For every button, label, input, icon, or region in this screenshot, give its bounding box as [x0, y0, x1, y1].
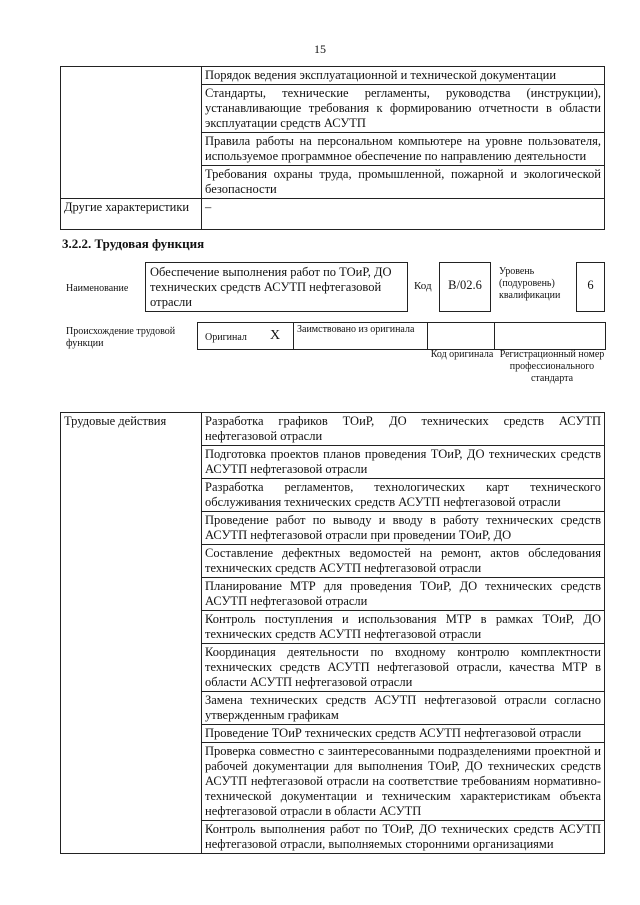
table-cell: Стандарты, технические регламенты, руководства (инструкции), устанавливающие требования к формированию отчетности в области эксплуатации средств АСУТП [202, 85, 605, 133]
action-item: Разработка регламентов, технологических карт технического обслуживания технических средств АСУТП нефтегазовой отрасли [202, 479, 605, 512]
original-label: Оригинал [205, 332, 247, 343]
section-title: 3.2.2. Трудовая функция [62, 236, 205, 251]
function-name-box: Обеспечение выполнения работ по ТОиР, ДО технических средств АСУТП нефтегазовой отрасли [145, 262, 408, 312]
page-number: 15 [314, 42, 326, 56]
actions-table [60, 412, 605, 854]
table-row [61, 199, 605, 230]
code-label: Код [414, 280, 432, 292]
table-label-cell [61, 67, 202, 199]
table-cell: Порядок ведения эксплуатационной и технической документации [202, 67, 605, 85]
action-item: Замена технических средств АСУТП нефтегазовой отрасли согласно утвержденным графикам [202, 692, 605, 725]
action-item: Подготовка проектов планов проведения ТОиР, ДО технических средств АСУТП нефтегазовой отрасли [202, 446, 605, 479]
table-row [61, 67, 605, 85]
reg-number-caption: Регистрационный номер профессионального стандарта [499, 349, 605, 384]
action-item: Проведение ТОиР технических средств АСУТП нефтегазовой отрасли [202, 725, 605, 743]
action-item: Проведение работ по выводу и вводу в работу технических средств АСУТП нефтегазовой отрасли при проведении ТОиР, ДО [202, 512, 605, 545]
level-value-box: 6 [576, 262, 605, 312]
actions-label: Трудовые действия [61, 413, 202, 854]
table-row [61, 413, 605, 446]
original-mark: X [270, 328, 281, 343]
table-cell: Требования охраны труда, промышленной, пожарной и экологической безопасности [202, 166, 605, 199]
name-label: Наименование [66, 283, 129, 294]
knowledge-table [60, 66, 605, 230]
other-characteristics-value: – [202, 199, 605, 230]
code-caption: Код оригинала [430, 349, 494, 360]
action-item: Составление дефектных ведомостей на ремонт, актов обследования технических средств АСУТП нефтегазовой отрасли [202, 545, 605, 578]
code-value-box: В/02.6 [439, 262, 491, 312]
origin-code-cell [427, 323, 495, 349]
action-item: Разработка графиков ТОиР, ДО технических средств АСУТП нефтегазовой отрасли [202, 413, 605, 446]
borrowed-label: Заимствовано из оригинала [297, 324, 415, 335]
original-cell [198, 323, 294, 349]
other-characteristics-label: Другие характеристики [61, 199, 202, 230]
action-item: Планирование МТР для проведения ТОиР, ДО технических средств АСУТП нефтегазовой отрасли [202, 578, 605, 611]
action-item: Контроль поступления и использования МТР в рамках ТОиР, ДО технических средств АСУТП нефтегазовой отрасли [202, 611, 605, 644]
action-item: Координация деятельности по входному контролю комплектности технических средств АСУТП нефтегазовой отрасли, качества МТР в области АСУТП нефтегазовой отрасли [202, 644, 605, 692]
level-label: Уровень (подуровень) квалификации [499, 266, 561, 301]
origin-label: Происхождение трудовой функции [66, 326, 176, 349]
origin-row-box [197, 322, 606, 350]
action-item: Проверка совместно с заинтересованными подразделениями проектной и рабочей документации для выполнения ТОиР, ДО технических средств АСУТП нефтегазовой отрасли на соответствие требованиям нормативно-технической документации и техническим характеристикам объекта нефтегазовой отрасли в области АСУТП [202, 743, 605, 821]
table-cell: Правила работы на персональном компьютере на уровне пользователя, используемое программное обеспечение по направлению деятельности [202, 133, 605, 166]
borrowed-cell [293, 323, 428, 349]
action-item: Контроль выполнения работ по ТОиР, ДО технических средств АСУТП нефтегазовой отрасли, выполняемых сторонними организациями [202, 821, 605, 854]
